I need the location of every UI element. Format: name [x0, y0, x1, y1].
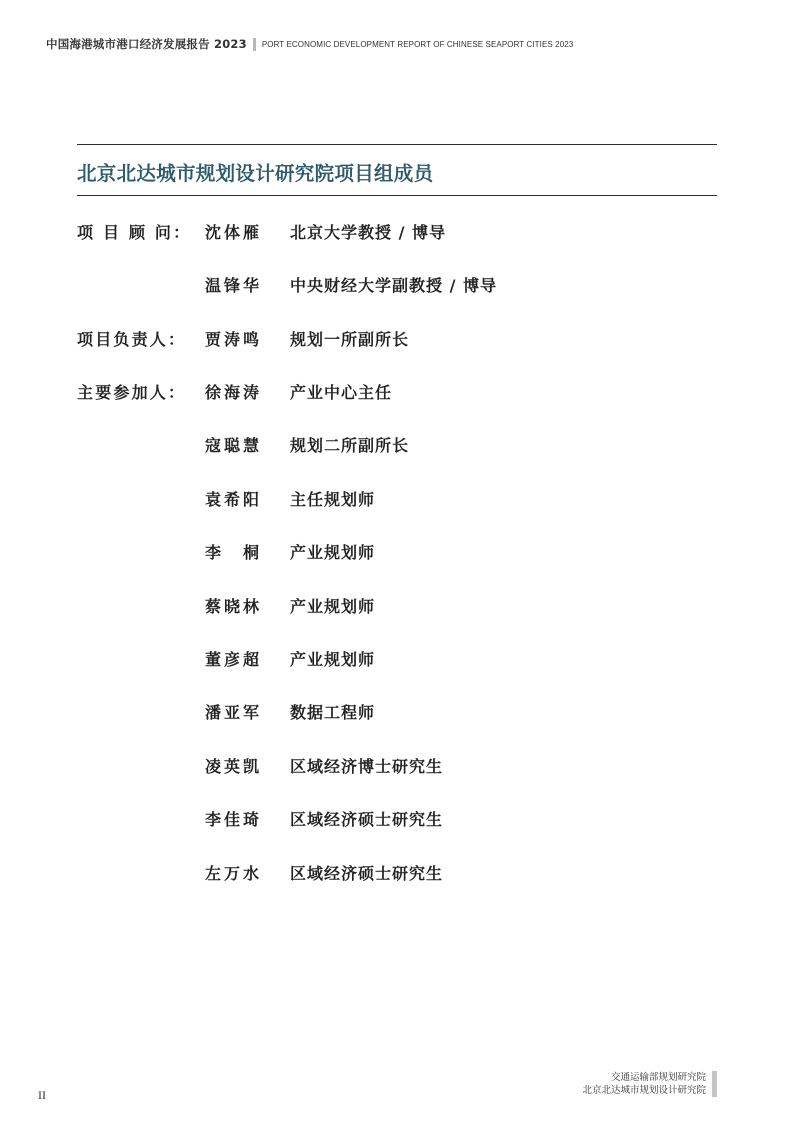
member-role: 项 目 顾 问：: [77, 223, 192, 242]
member-row: [0, 807, 793, 833]
member-row: [0, 487, 793, 513]
footer-line-2: 北京北达城市规划设计研究院: [582, 1085, 706, 1096]
member-title: 主任规划师: [290, 490, 376, 509]
member-row: [0, 700, 793, 726]
section-title: 北京北达城市规划设计研究院项目组成员: [77, 162, 434, 185]
member-title: 区域经济硕士研究生: [290, 810, 444, 829]
member-name: 凌英凯: [205, 757, 263, 776]
member-title: 区域经济博士研究生: [290, 757, 444, 776]
member-title: 产业规划师: [290, 543, 376, 562]
member-name: 温锋华: [205, 276, 263, 295]
member-name: 李佳琦: [205, 810, 263, 829]
member-title: 产业规划师: [290, 650, 376, 669]
member-title: 规划一所副所长: [290, 330, 410, 349]
footer-bar: [712, 1071, 717, 1097]
member-row: [0, 594, 793, 620]
member-title: 区域经济硕士研究生: [290, 864, 444, 883]
member-name: 左万水: [205, 864, 263, 883]
member-row: [0, 380, 793, 406]
member-name: 袁希阳: [205, 490, 263, 509]
member-row: [0, 273, 793, 299]
member-title: 数据工程师: [290, 703, 376, 722]
member-title: 产业规划师: [290, 597, 376, 616]
member-row: [0, 861, 793, 887]
member-row: [0, 540, 793, 566]
running-header: [46, 36, 573, 52]
member-row: [0, 647, 793, 673]
member-title: 规划二所副所长: [290, 436, 410, 455]
member-name: 李 桐: [205, 543, 263, 562]
page-number: II: [38, 1088, 46, 1102]
title-rule-top: [77, 144, 717, 145]
member-name: 寇聪慧: [205, 436, 263, 455]
member-title: 中央财经大学副教授 / 博导: [290, 276, 497, 295]
member-row: [0, 220, 793, 246]
member-name: 潘亚军: [205, 703, 263, 722]
member-title: 产业中心主任: [290, 383, 393, 402]
footer-line-1: 交通运输部规划研究院: [610, 1072, 706, 1083]
member-role: 主要参加人：: [77, 383, 187, 402]
title-rule-bottom: [77, 195, 717, 196]
member-role: 项目负责人：: [77, 330, 187, 349]
footer-institutions: [582, 1071, 717, 1097]
member-name: 蔡晓林: [205, 597, 263, 616]
member-title: 北京大学教授 / 博导: [290, 223, 446, 242]
member-name: 贾涛鸣: [205, 330, 263, 349]
member-row: [0, 433, 793, 459]
member-row: [0, 327, 793, 353]
member-name: 董彦超: [205, 650, 263, 669]
header-separator: [253, 38, 256, 51]
member-name: 徐海涛: [205, 383, 263, 402]
header-cn-title: 中国海港城市港口经济发展报告 2023: [46, 37, 247, 51]
member-row: [0, 754, 793, 780]
footer-text: [582, 1071, 706, 1097]
member-name: 沈体雁: [205, 223, 263, 242]
header-en-title: PORT ECONOMIC DEVELOPMENT REPORT OF CHINESE SEAPORT CITIES 2023: [261, 39, 574, 49]
